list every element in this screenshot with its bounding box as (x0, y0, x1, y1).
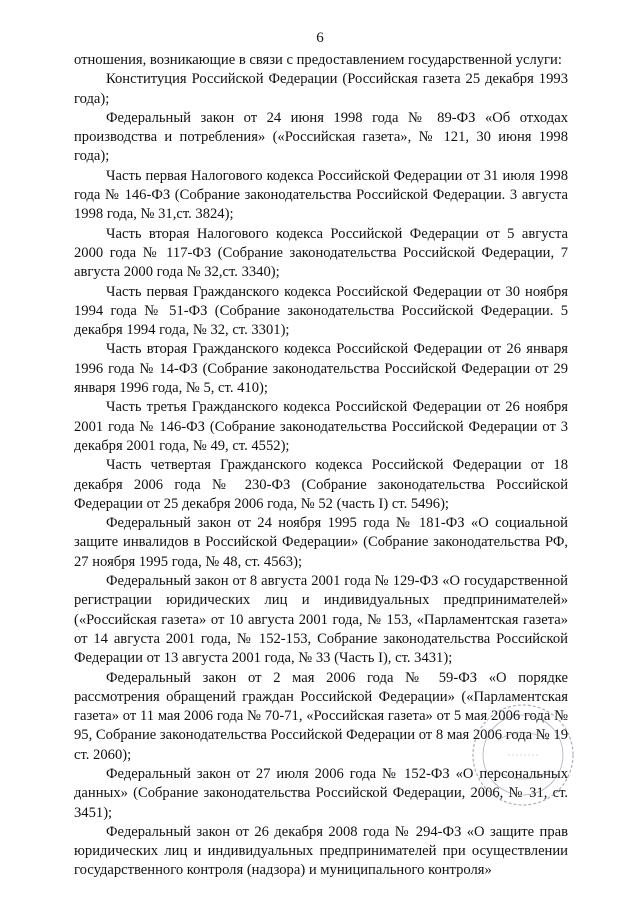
paragraph-tax-code-part2: Часть вторая Налогового кодекса Российской Федерации от 5 августа 2000 года № 117-ФЗ (Собрание законодательства Российской Федерации, 7 августа 2000 года № 32,ст. 3340); (74, 225, 568, 281)
paragraph-law-89fz: Федеральный закон от 24 июня 1998 года № 89-ФЗ «Об отходах производства и потребления» («Российская газета», № 121, 30 июня 1998 года); (74, 109, 568, 165)
paragraph-tax-code-part1: Часть первая Налогового кодекса Российской Федерации от 31 июля 1998 года № 146-ФЗ (Собрание законодательства Российской Федерации. 3 августа 1998 года, № 31,ст. 3824); (74, 167, 568, 223)
paragraph-intro: отношения, возникающие в связи с предоставлением государственной услуги: (74, 52, 562, 68)
paragraph-civil-code-part1: Часть первая Гражданского кодекса Российской Федерации от 30 ноября 1994 года № 51-ФЗ (Собрание законодательства Российской Федерации. 5 декабря 1994 года, № 32, ст. 3301); (74, 283, 568, 339)
page-number: 6 (316, 30, 324, 46)
paragraph-law-181fz: Федеральный закон от 24 ноября 1995 года № 181-ФЗ «О социальной защите инвалидов в Российской Федерации» (Собрание законодательства РФ, 27 ноября 1995 года, № 48, ст. 4563); (74, 515, 568, 570)
paragraph-civil-code-part2: Часть вторая Гражданского кодекса Российской Федерации от 26 января 1996 года № 14-ФЗ (Собрание законодательства Российской Федерации от 29 января 1996 года, № 5, ст. 410); (74, 341, 568, 397)
paragraph-law-59fz: Федеральный закон от 2 мая 2006 года № 59-ФЗ «О порядке рассмотрения обращений граждан Российской Федерации» («Парламентская газета» от 11 мая 2006 года № 70-71, «Российская газета» от 5 мая 2006 года № 95, Собрание законодательства Российской Федерации от 8 мая 2006 года № 19 ст. 2060); (74, 669, 568, 763)
paragraph-law-129fz: Федеральный закон от 8 августа 2001 года № 129-ФЗ «О государственной регистрации юридических лиц и индивидуальных предпринимателей» («Российская газета» от 10 августа 2001 года, № 153, «Парламентская газета» от 14 августа 2001 года, № 152-153, Собрание законодательства Российской Федерации от 13 августа 2001 года, № 33 (Часть I), ст. 3431); (74, 573, 568, 667)
paragraph-law-152fz: Федеральный закон от 27 июля 2006 года № 152-ФЗ «О персональных данных» (Собрание законодательства Российской Федерации, 2006, № 31, ст. 3451); (74, 765, 568, 821)
paragraph-civil-code-part4: Часть четвертая Гражданского кодекса Российской Федерации от 18 декабря 2006 года № 230-ФЗ (Собрание законодательства Российской Федерации от 25 декабря 2006 года, № 52 (часть I) ст. 5496); (74, 457, 568, 512)
paragraph-constitution: Конституция Российской Федерации (Российская газета 25 декабря 1993 года); (74, 71, 568, 107)
paragraph-law-294fz: Федеральный закон от 26 декабря 2008 года № 294-ФЗ «О защите прав юридических лиц и индивидуальных предпринимателей при осуществлении государственного контроля (надзора) и муниципального контроля» (74, 823, 568, 879)
document-body (74, 51, 568, 881)
paragraph-civil-code-part3: Часть третья Гражданского кодекса Российской Федерации от 26 ноября 2001 года № 146-ФЗ (Собрание законодательства Российской Федерации от 3 декабря 2001 года, № 49, ст. 4552); (74, 399, 568, 454)
